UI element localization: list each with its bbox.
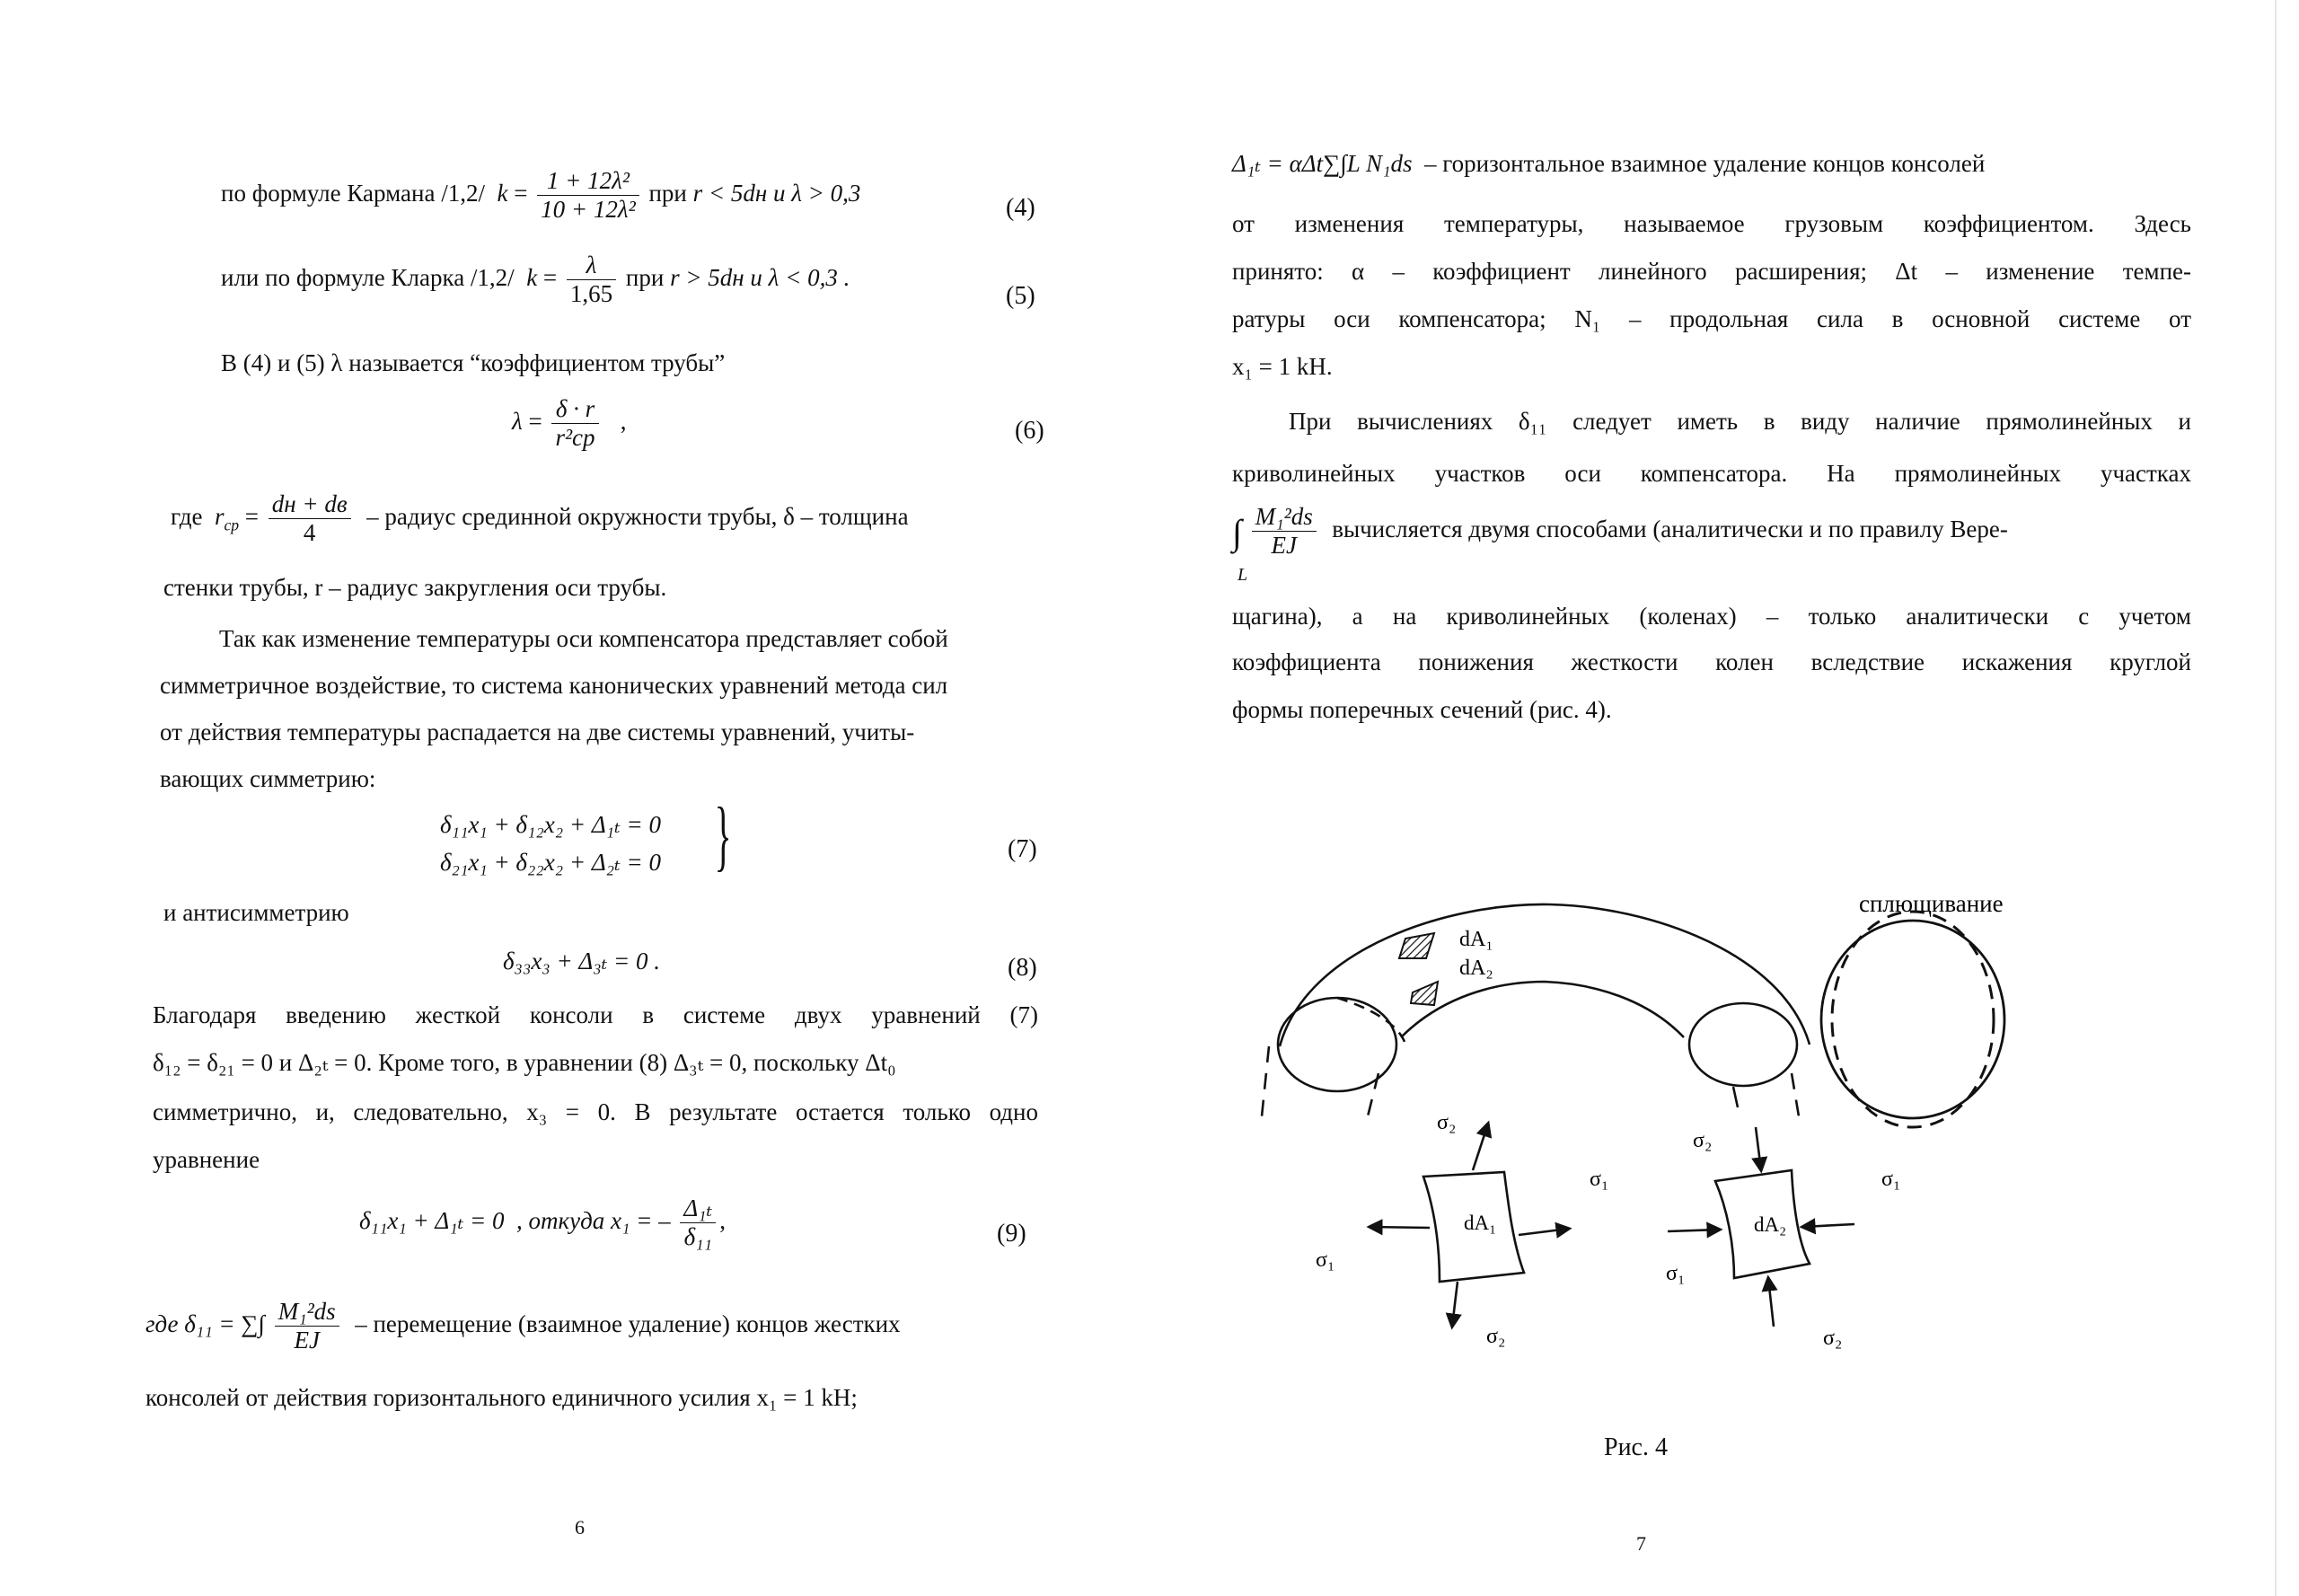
delta1t-text: – горизонтальное взаимное удаление концов консолей [1423,150,1986,177]
dA2-sigma1-left: σ₁ [1666,1262,1686,1285]
eq6-tail: , [620,407,627,435]
dA2-sigma2-bottom: σ₂ [1823,1327,1843,1350]
rcp-lead: где [171,502,203,530]
rcp-fraction [269,490,351,547]
integral-numerator: M₁²ds [1252,503,1317,532]
eq5-cond-word: при [625,263,665,291]
delta1t-line [1232,147,1985,180]
eq5-fraction [567,251,616,308]
r-para2-line3-text: вычисляется двумя способами (аналитически и по правилу Вере- [1332,515,2008,542]
eq4-number: (4) [1006,194,1035,222]
dA2-sigma1-right: σ₁ [1881,1168,1901,1191]
torus-inner-guide-right [1733,1087,1738,1107]
torus-right-section [1689,1003,1797,1086]
delta11-numerator: M₁²ds [275,1298,339,1327]
integral-fraction [1252,503,1317,560]
delta1t-formula: Δ₁ₜ = αΔt∑∫L N₁ds [1232,150,1413,177]
eq8-number: (8) [1008,954,1037,982]
eq9-tail: , [719,1206,726,1234]
element-dA2-diagram [1666,1127,1900,1350]
flattened-oval [1832,912,1994,1127]
r-para1-line1: от изменения температуры, называемое грузовым коэффициентом. Здесь [1232,210,2191,237]
dA1-sigma1-right: σ₁ [1590,1168,1609,1191]
flatten-diagram [1821,912,2004,1127]
eq6-number: (6) [1015,417,1044,445]
torus-diagram [1262,904,1810,1116]
eq6-numerator: δ · r [551,395,598,424]
delta11-lead: где δ₁₁ = ∑∫ [145,1309,265,1337]
page-edge-shadow [2275,0,2277,1596]
torus-inner-guide-left [1368,1073,1379,1116]
para2-line1: Благодаря введению жесткой консоли в системе двух уравнений (7) [153,1001,1038,1028]
eq9-denominator: δ₁₁ [683,1223,712,1251]
eq4-fraction [537,167,639,224]
eq4-line: по формуле Кармана /1,2/ k = $\frac{\text{1 + 12λ²}}{\text{10 + 12λ²}}$ при r < 5dн и λ > 0,3 [221,167,861,224]
figure-4 [1235,885,2097,1370]
r-para2-line1: При вычислениях δ₁₁ следует иметь в виду наличие прямолинейных и [1289,408,2191,435]
dA1-sigma2-bottom: σ₂ [1486,1325,1506,1348]
lambda-intro: В (4) и (5) λ называется “коэффициентом трубы” [221,349,726,376]
eq7-line2: δ₂₁x₁ + δ₂₂x₂ + Δ₂ₜ = 0 [440,849,661,876]
eq4-denominator: 10 + 12λ² [541,196,636,224]
eq9-left: δ₁₁x₁ + Δ₁ₜ = 0 [359,1206,505,1234]
element-dA1-diagram [1316,1111,1608,1348]
para1-line4: вающих симметрию: [160,765,376,792]
eq7-line1: δ₁₁x₁ + δ₁₂x₂ + Δ₁ₜ = 0 [440,811,661,838]
eq8-text: δ₃₃x₃ + Δ₃ₜ = 0 . [503,948,661,974]
eq7-number: (7) [1008,835,1037,863]
para1-line2: симметричное воздействие, то система канонических уравнений метода сил [160,672,948,699]
r-para1-line3: ратуры оси компенсатора; N₁ – продольная сила в основной системе от [1232,305,2191,332]
antisym-label: и антисимметрию [163,899,349,926]
delta11-fraction [275,1298,339,1354]
eq5-denominator: 1,65 [569,280,613,308]
eq6-fraction [551,395,598,452]
dA1-sigma2-top: σ₂ [1437,1111,1457,1134]
rcp-denominator: 4 [303,519,316,547]
eq5-line: или по формуле Кларка /1,2/ k = $\frac{\lambda}{1,65}$ при r > 5dн и λ < 0,3 . [221,251,850,308]
eq4-condition: r < 5dн и λ > 0,3 [692,179,861,207]
torus-label-dA2: dA₂ [1459,957,1493,980]
para2-line2: δ₁₂ = δ₂₁ = 0 и Δ₂ₜ = 0. Кроме того, в уравнении (8) Δ₃ₜ = 0, поскольку Δt₀ [153,1049,896,1076]
r-para2-line5: коэффициента понижения жесткости колен вследствие искажения круглой [1232,648,2191,675]
para2-line4: уравнение [153,1146,260,1173]
dA1-element-marker [1399,933,1434,958]
eq4-lead: по формуле Кармана /1,2/ [221,179,485,207]
r-para1-line2: принято: α – коэффициент линейного расширения; Δt – изменение темпе- [1232,258,2191,285]
torus-inner-arc [1401,982,1684,1037]
eq7-brace: } [714,792,732,879]
integral-lower-limit: L [1238,565,1248,585]
eq5-condition: r > 5dн и λ < 0,3 . [670,263,850,291]
r-para2-line2: криволинейных участков оси компенсатора. На прямолинейных участках [1232,460,2191,487]
dA2-sigma2-top: σ₂ [1693,1129,1713,1152]
page-number-left: 6 [575,1516,585,1539]
r-para2-line4: щагина), а на криволинейных (коленах) – только аналитически с учетом [1232,603,2191,630]
eq9-numerator: Δ₁ₜ [680,1195,716,1223]
eq5-lead: или по формуле Кларка /1,2/ [221,263,515,291]
original-circle [1821,921,2004,1118]
dA1-sigma1-left: σ₁ [1316,1248,1335,1272]
eq9-number: (9) [997,1220,1026,1248]
delta11-line [145,1298,901,1354]
delta11-denominator: EJ [294,1327,320,1354]
rcp-line2: стенки трубы, r – радиус закругления оси трубы. [163,574,667,601]
torus-left-guide [1262,1046,1269,1116]
eq4-numerator: 1 + 12λ² [537,167,639,196]
delta11-line2: консолей от действия горизонтального единичного усилия x₁ = 1 kH; [145,1384,858,1411]
para1-line3: от действия температуры распадается на две системы уравнений, учиты- [160,719,915,745]
dA2-element-marker [1411,982,1438,1005]
r-para2-line3: ∫ $\frac{\text{M₁²ds}}{EJ}$ вычисляется двумя способами (аналитически и по правилу Вере- [1232,503,2008,560]
eq6-denominator: r²ср [555,424,595,452]
eq5-numerator: λ [567,251,616,280]
eq9-fraction [680,1195,716,1251]
eq9-mid: , откуда x₁ = – [516,1206,671,1234]
torus-right-guide [1792,1073,1799,1116]
rcp-line: где $r_{ср}$ = $\frac{dн + dв}{4}$ – радиус срединной окружности трубы, δ – толщина [171,490,909,547]
torus-outer-arc [1280,904,1810,1046]
eq6-line: λ = $\frac{\delta \cdot r}{\text{r²ср}}$ , [512,395,627,452]
para2-line3: симметрично, и, следовательно, x₃ = 0. В результате остается только одно [153,1098,1038,1125]
flatten-label: сплющивание [1859,890,2004,917]
r-para2-line6: формы поперечных сечений (рис. 4). [1232,696,1612,723]
rcp-numerator: dн + dв [269,490,351,519]
element-dA2-label: dA₂ [1754,1213,1787,1236]
integral-denominator: EJ [1271,532,1297,560]
r-para1-line4: x₁ = 1 kH. [1232,353,1333,380]
eq5-number: (5) [1006,282,1035,310]
page-number-right: 7 [1636,1532,1646,1555]
torus-label-dA1: dA₁ [1459,928,1493,951]
rcp-text: – радиус срединной окружности трубы, δ – толщина [366,502,909,530]
element-dA1-label: dA₁ [1464,1212,1497,1234]
eq9-line [359,1195,726,1251]
delta11-text: – перемещение (взаимное удаление) концов жестких [355,1309,901,1337]
eq4-cond-word: при [648,179,687,207]
figure-caption: Рис. 4 [1604,1433,1668,1461]
para1-line1: Так как изменение температуры оси компенсатора представляет собой [219,625,948,652]
